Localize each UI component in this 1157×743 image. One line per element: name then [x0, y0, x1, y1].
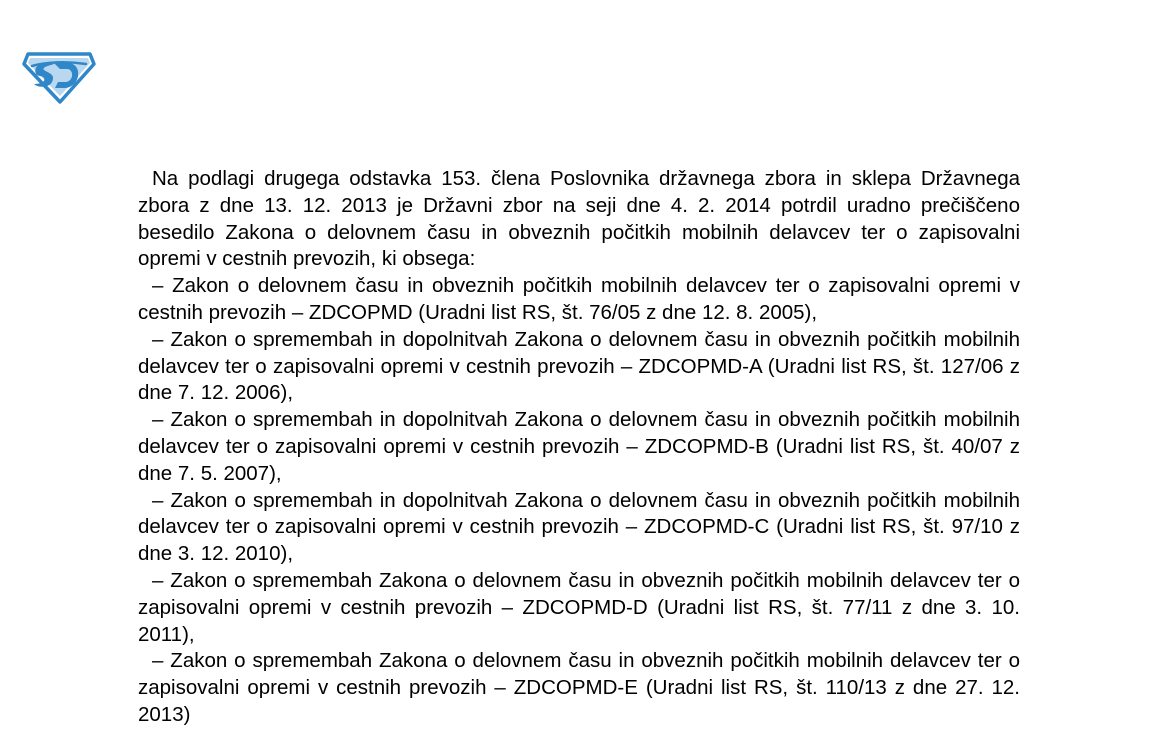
law-list-item-2: – Zakon o spremembah in dopolnitvah Zakona o delovnem času in obveznih počitkih mobilnih delavcev ter o zapisovalni opremi v cestnih prevozih – ZDCOPMD-A (Uradni list RS, št. 127/06 z dne 7. 12. 2006),	[138, 327, 1020, 405]
law-list-item-1: – Zakon o delovnem času in obveznih počitkih mobilnih delavcev ter o zapisovalni opremi v cestnih prevozih – ZDCOPMD (Uradni list RS, št. 76/05 z dne 12. 8. 2005),	[138, 274, 1020, 324]
law-list-item-6: – Zakon o spremembah Zakona o delovnem času in obveznih počitkih mobilnih delavcev ter o zapisovalni opremi v cestnih prevozih – ZDCOPMD-E (Uradni list RS, št. 110/13 z dne 27. 12. 2013)	[138, 649, 1020, 726]
law-list-item-5: – Zakon o spremembah Zakona o delovnem času in obveznih počitkih mobilnih delavcev ter o zapisovalni opremi v cestnih prevozih – ZDCOPMD-D (Uradni list RS, št. 77/11 z dne 3. 10. 2011),	[138, 568, 1020, 646]
law-list-item-3: – Zakon o spremembah in dopolnitvah Zakona o delovnem času in obveznih počitkih mobilnih delavcev ter o zapisovalni opremi v cestnih prevozih – ZDCOPMD-B (Uradni list RS, št. 40/07 z dne 7. 5. 2007),	[138, 408, 1020, 485]
law-list-item-4: – Zakon o spremembah in dopolnitvah Zakona o delovnem času in obveznih počitkih mobilnih delavcev ter o zapisovalni opremi v cestnih prevozih – ZDCOPMD-C (Uradni list RS, št. 97/10 z dne 3. 12. 2010),	[138, 488, 1020, 566]
intro-paragraph: Na podlagi drugega odstavka 153. člena Poslovnika državnega zbora in sklepa Državnega zbora z dne 13. 12. 2013 je Državni zbor na seji dne 4. 2. 2014 potrdil uradno prečiščeno besedilo Zakona o delovnem času in obveznih počitkih mobilnih delavcev ter o zapisovalni opremi v cestnih prevozih, ki obsega:	[138, 167, 1020, 271]
document-body	[138, 166, 1020, 729]
sd-shield-logo-icon	[22, 50, 96, 104]
